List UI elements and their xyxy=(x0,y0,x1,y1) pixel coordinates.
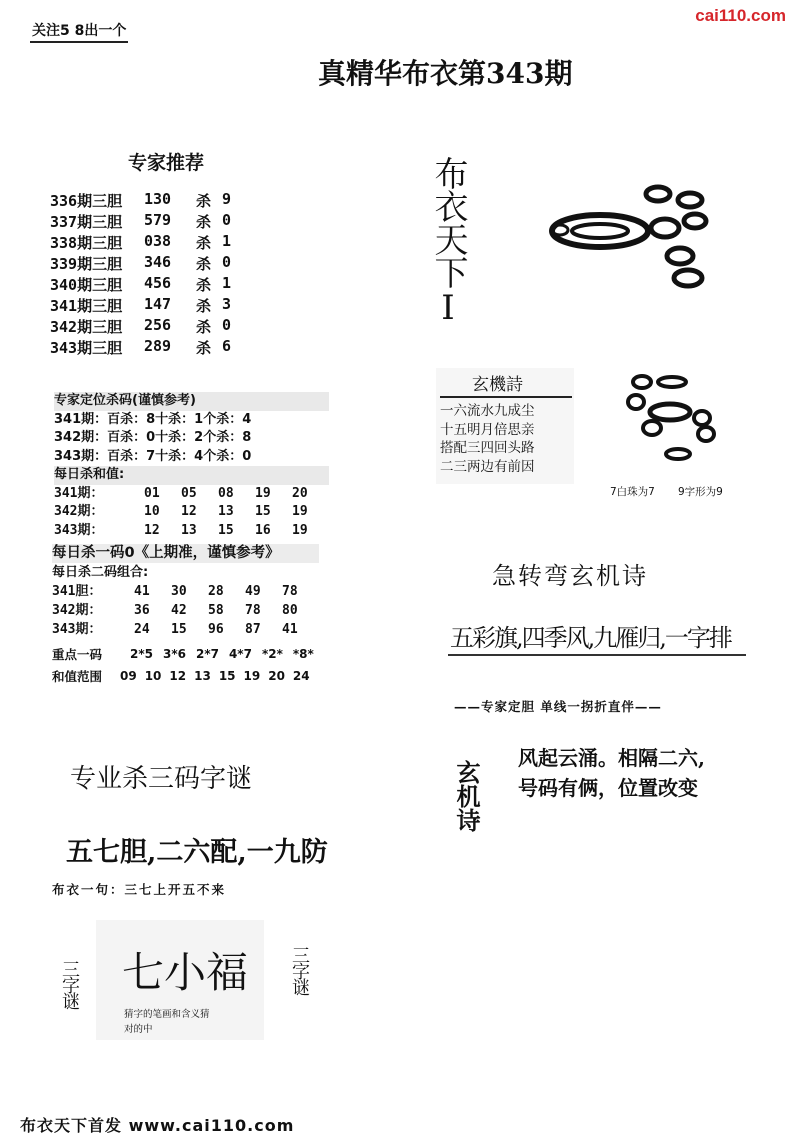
footer: 布衣天下首发 www.cai110.com xyxy=(20,1116,295,1135)
period: 341期三胆 xyxy=(50,297,123,315)
kill: 3 xyxy=(222,295,232,313)
num: 36 xyxy=(134,603,150,618)
nums: 289 xyxy=(144,337,172,355)
num: 41 xyxy=(282,622,298,637)
expert-row xyxy=(50,337,242,358)
row-label: 341期： xyxy=(54,485,104,501)
nums: 346 xyxy=(144,253,172,271)
num: 41 xyxy=(134,584,150,599)
xuanji-title: 玄機詩 xyxy=(472,375,523,395)
expert-row xyxy=(50,295,242,316)
nums: 579 xyxy=(144,211,172,229)
kill-label: 杀 xyxy=(196,297,212,315)
num: 19 xyxy=(292,504,308,519)
key-item: 4*7 xyxy=(228,647,252,661)
sha-san-answer: 五七胆,二六配,一九防 xyxy=(66,837,328,868)
range-item: 09 xyxy=(120,669,137,683)
num: 58 xyxy=(208,603,224,618)
key-item: 2*5 xyxy=(130,647,153,661)
key-item: *8* xyxy=(292,647,314,661)
hezhi-heading: 每日杀和值: xyxy=(54,466,329,485)
xuanji-lines xyxy=(440,402,535,476)
num: 42 xyxy=(171,603,187,618)
meiri-block xyxy=(52,544,319,686)
key-item: 2*7 xyxy=(195,647,219,661)
wucai-line: 五彩旗,四季风,九雁归,一字排 xyxy=(450,624,731,652)
period: 337期三胆 xyxy=(50,213,123,231)
bead-caption: 9字形为9 xyxy=(678,486,723,498)
num: 80 xyxy=(282,603,298,618)
jizhuan-title: 急转弯玄机诗 xyxy=(492,562,648,590)
nums: 038 xyxy=(144,232,172,250)
row-label: 343期： xyxy=(54,522,104,538)
nums: 456 xyxy=(144,274,172,292)
kill-label: 杀 xyxy=(196,318,212,336)
kill-label: 杀 xyxy=(196,213,212,231)
num: 49 xyxy=(245,584,261,599)
site-watermark: cai110.com xyxy=(695,6,786,25)
num: 13 xyxy=(181,522,197,538)
buyi-tianxia-vertical: 布衣天下I xyxy=(428,156,468,327)
num: 19 xyxy=(255,485,271,501)
dingwei-row: 341期：百杀：8十杀：1个杀：4 xyxy=(54,411,252,427)
poem-line: 号码有俩，位置改变 xyxy=(518,776,698,800)
period: 343期三胆 xyxy=(50,339,123,357)
num: 10 xyxy=(144,504,160,519)
range-row xyxy=(52,667,319,686)
kill-label: 杀 xyxy=(196,234,212,252)
sha-san-title: 专业杀三码字谜 xyxy=(70,764,253,794)
num: 24 xyxy=(134,622,150,637)
page-title: 真精华布衣第343期 xyxy=(318,57,573,90)
num: 15 xyxy=(171,622,187,637)
expert-row xyxy=(50,274,242,295)
range-item: 15 xyxy=(218,669,236,683)
num: 08 xyxy=(218,485,234,501)
kill: 9 xyxy=(222,190,232,208)
bead-picture-mid xyxy=(620,370,740,470)
expert-row xyxy=(50,316,242,337)
range-item: 12 xyxy=(169,669,187,683)
kill: 6 xyxy=(222,337,232,355)
expert-list xyxy=(50,190,242,358)
kill: 1 xyxy=(222,232,232,250)
riddle-label-left: 三字谜 xyxy=(59,960,80,1008)
dingwei-heading: 专家定位杀码(谨慎参考) xyxy=(54,392,329,411)
period: 340期三胆 xyxy=(50,276,123,294)
range-label: 和值范围 xyxy=(52,669,103,684)
num: 13 xyxy=(218,504,234,519)
poem-line: 二三两边有前因 xyxy=(440,458,535,475)
range-item: 10 xyxy=(144,669,162,683)
row-label: 342期： xyxy=(52,603,102,618)
hezhi-row xyxy=(54,522,329,541)
poem-lines xyxy=(518,743,705,803)
num: 12 xyxy=(144,522,160,538)
range-item: 13 xyxy=(194,669,211,683)
expert-heading: 专家推荐 xyxy=(128,152,205,174)
kill: 0 xyxy=(222,316,232,334)
period: 342期三胆 xyxy=(50,318,123,336)
expert-row xyxy=(50,190,242,211)
dingwei-row: 342期：百杀：0十杀：2个杀：8 xyxy=(54,430,252,445)
row-label: 341胆： xyxy=(52,584,102,599)
erma-row xyxy=(52,620,319,639)
divider xyxy=(448,654,746,656)
key-item: *2* xyxy=(261,647,283,661)
nums: 130 xyxy=(144,190,172,208)
range-item: 19 xyxy=(243,669,261,683)
period: 339期三胆 xyxy=(50,255,123,273)
kill-label: 杀 xyxy=(196,276,212,294)
num: 30 xyxy=(171,584,187,599)
num: 12 xyxy=(181,504,197,519)
num: 15 xyxy=(255,504,271,519)
expert-row xyxy=(50,253,242,274)
buyi-line: 布衣一句：三七上开五不来 xyxy=(52,882,227,897)
dingwei-block xyxy=(54,392,329,540)
hezhi-row xyxy=(54,485,329,504)
period: 336期三胆 xyxy=(50,192,123,210)
key-label: 重点一码 xyxy=(52,647,103,662)
num: 16 xyxy=(255,522,271,538)
poem-line: 搭配三四回头路 xyxy=(440,440,535,456)
num: 87 xyxy=(245,622,261,637)
kill: 0 xyxy=(222,253,232,271)
kill: 1 xyxy=(222,274,232,292)
kill: 0 xyxy=(222,211,232,229)
key-row xyxy=(52,645,319,664)
num: 05 xyxy=(181,485,197,501)
period: 338期三胆 xyxy=(50,234,123,252)
range-item: 24 xyxy=(292,669,310,683)
key-item: 3*6 xyxy=(162,647,186,661)
riddle-note: 猜字的笔画和含义猜 xyxy=(124,1009,210,1020)
num: 78 xyxy=(245,603,261,618)
erma-row xyxy=(52,582,319,601)
bead-picture-top xyxy=(540,176,750,306)
expert-row xyxy=(50,211,242,232)
num: 20 xyxy=(292,485,308,501)
range-item: 20 xyxy=(268,669,285,683)
poem-line: 风起云涌。相隔二六, xyxy=(518,746,705,770)
divider xyxy=(440,396,572,398)
erma-heading: 每日杀二码组合: xyxy=(52,565,149,580)
yima-heading: 每日杀一码0《上期准，谨慎参考》 xyxy=(52,544,319,563)
riddle-text: 七小福 xyxy=(122,948,249,997)
num: 78 xyxy=(282,584,298,599)
nums: 147 xyxy=(144,295,172,313)
kill-label: 杀 xyxy=(196,339,212,357)
erma-row xyxy=(52,601,319,620)
expert-row xyxy=(50,232,242,253)
dingdan-line: ——专家定胆 单线一拐折直伴—— xyxy=(454,699,662,714)
hezhi-row xyxy=(54,503,329,522)
riddle-note: 对的中 xyxy=(124,1024,153,1035)
bead-caption: 7白珠为7 xyxy=(610,486,655,498)
poem-line: 一六流水九成尘 xyxy=(440,403,535,419)
num: 01 xyxy=(144,485,160,501)
top-note: 关注5 8出一个 xyxy=(30,20,128,43)
riddle-label-right: 三字谜 xyxy=(289,946,310,994)
num: 28 xyxy=(208,584,224,599)
nums: 256 xyxy=(144,316,172,334)
xuanji-vertical: 玄机诗 xyxy=(452,760,481,832)
num: 19 xyxy=(292,522,308,538)
kill-label: 杀 xyxy=(196,192,212,210)
row-label: 342期： xyxy=(54,504,104,519)
dingwei-row: 343期：百杀：7十杀：4个杀：0 xyxy=(54,448,252,464)
num: 15 xyxy=(218,522,234,538)
kill-label: 杀 xyxy=(196,255,212,273)
poem-line: 十五明月倍思亲 xyxy=(440,421,535,438)
num: 96 xyxy=(208,622,224,637)
row-label: 343期： xyxy=(52,622,102,637)
